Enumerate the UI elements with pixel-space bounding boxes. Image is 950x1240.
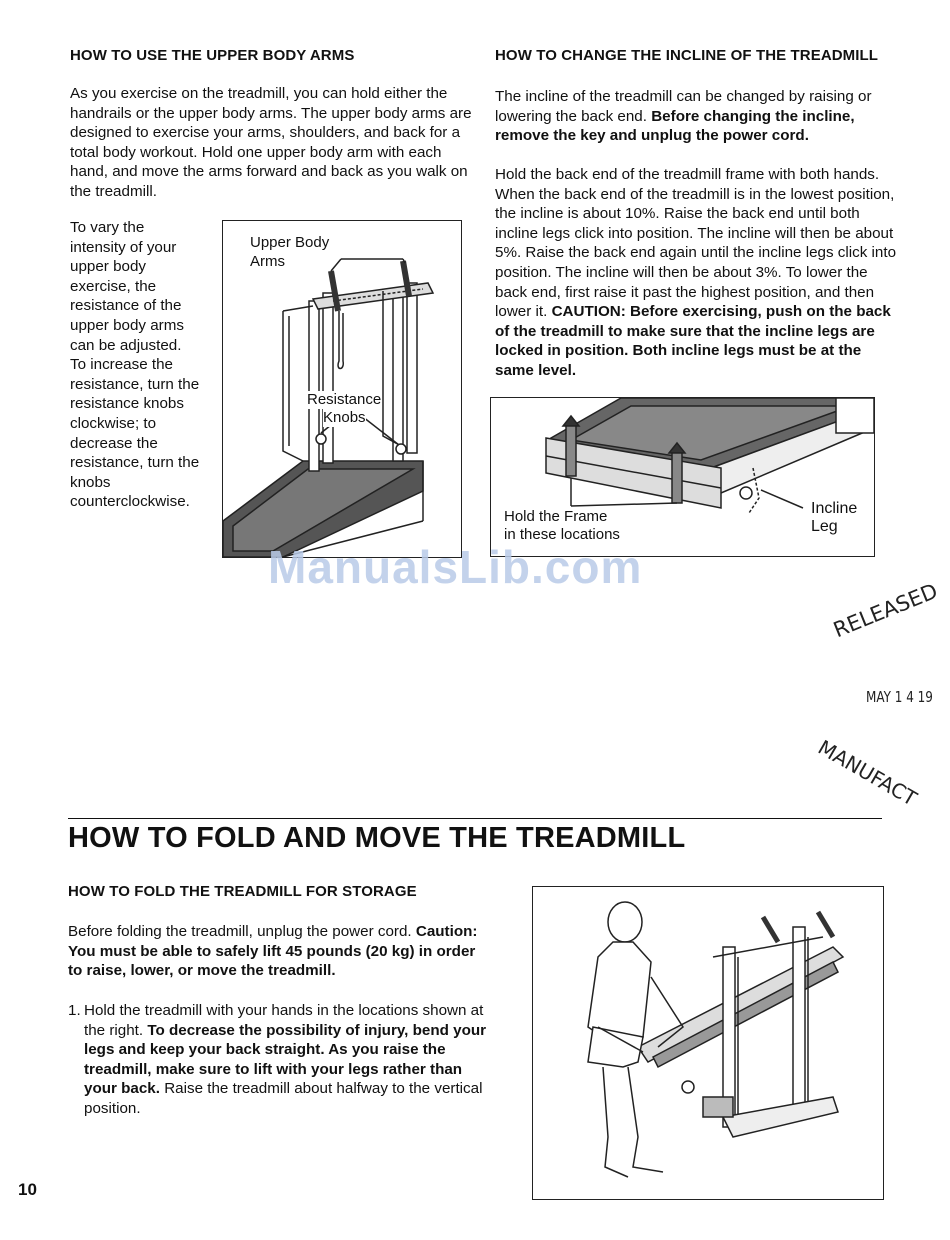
step-number: 1.: [68, 1002, 81, 1019]
person-lifting-treadmill-illustration: [533, 887, 883, 1199]
fold-step-1: [68, 1001, 496, 1119]
section-rule: [68, 818, 882, 819]
callout-locations: in these locations: [504, 526, 620, 543]
incline-heading: HOW TO CHANGE THE INCLINE OF THE TREADMILL: [495, 47, 879, 64]
fold-section-title: HOW TO FOLD AND MOVE THE TREADMILL: [68, 822, 686, 854]
callout-resistance: Resistance: [307, 391, 382, 408]
upper-body-arms-figure: [222, 220, 462, 558]
fold-intro: [68, 922, 488, 981]
callout-leg: Leg: [811, 518, 838, 535]
callout-arms: Arms: [250, 253, 285, 270]
fold-intro-text: Before folding the treadmill, unplug the power cord.: [68, 923, 412, 940]
stamp-manufacturing: MANUFACT: [814, 735, 922, 811]
fold-storage-heading: HOW TO FOLD THE TREADMILL FOR STORAGE: [68, 883, 417, 900]
page-number: 10: [18, 1180, 37, 1199]
incline-figure: [490, 397, 875, 557]
upper-arms-heading: HOW TO USE THE UPPER BODY ARMS: [70, 47, 355, 64]
incline-paragraph-1: [495, 87, 900, 146]
incline-paragraph-2: [495, 165, 900, 381]
fold-figure: [532, 886, 884, 1200]
callout-incline: Incline: [811, 500, 858, 517]
upper-arms-paragraph-2: To vary the intensity of your upper body exercise, the resistance of the upper body arms can be adjusted. To increase the resistance, turn the resistance knobs clockwise; to decrease the resistance, turn the knobs counterclockwise.: [70, 219, 200, 511]
step-1-text: Hold the treadmill with your hands in the locations shown at the right.: [84, 1002, 484, 1039]
watermark: ManualsLib.com: [268, 541, 643, 593]
incline-para1-warning: Before changing the incline, remove the key and unplug the power cord.: [495, 107, 855, 145]
callout-upper-body: Upper Body: [250, 234, 330, 251]
incline-para1-text: The incline of the treadmill can be changed by raising or lowering the back end.: [495, 88, 872, 125]
incline-para2-text: Hold the back end of the treadmill frame with both hands. When the back end of the treadmill is in the lowest position, the incline is about 10%. Raise the back end until both incline legs click into position. The incline will then be about 5%. Raise the back end again until the incline legs click into position. The incline will then be about 3%. To lower the back end, first raise it past the highest position, and then lower it.: [495, 166, 897, 321]
incline-para2-caution: CAUTION: Before exercising, push on the back of the treadmill to make sure that the incline legs are locked in position. Both incline legs must be at the same level.: [495, 303, 891, 379]
step-1-text-end: Raise the treadmill about halfway to the vertical position.: [84, 1080, 483, 1117]
stamp-date: MAY 1 4 19: [866, 688, 933, 706]
callout-hold-frame: Hold the Frame: [504, 508, 608, 525]
stamp-released: RELEASED: [830, 578, 941, 643]
treadmill-upper-arms-illustration: [223, 221, 461, 557]
upper-arms-paragraph-1: As you exercise on the treadmill, you can hold either the handrails or the upper body arms. The upper body arms are designed to exercise your arms, shoulders, and back for a total body workout. Hold one upper body arm with each hand, and move the arms forward and back as you walk on the treadmill.: [70, 85, 472, 200]
step-1-warning: To decrease the possibility of injury, bend your legs and keep your back straight. As you raise the treadmill, make sure to lift with your legs rather than your back.: [84, 1021, 487, 1098]
fold-intro-caution: Caution: You must be able to safely lift 45 pounds (20 kg) in order to raise, lower, or move the treadmill.: [68, 923, 478, 980]
callout-knobs: Knobs: [323, 409, 366, 426]
